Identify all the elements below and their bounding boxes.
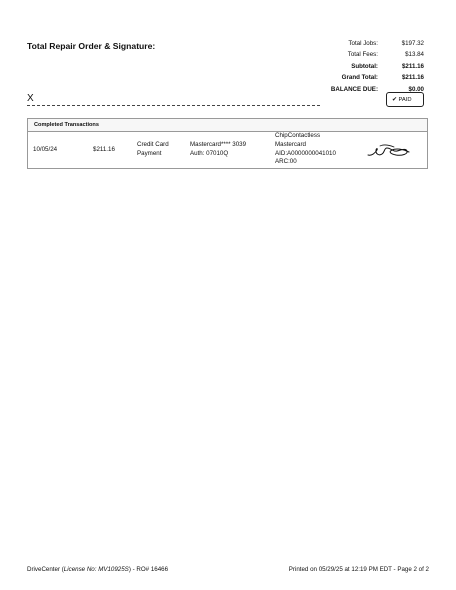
txn-date: 10/05/24 [33, 146, 58, 153]
transactions-heading: Completed Transactions [28, 119, 427, 132]
txn-amount: $211.16 [93, 146, 115, 153]
grand-total-value: $211.16 [401, 74, 424, 82]
txn-card-brand: Mastercard [275, 140, 306, 148]
totals-summary [318, 38, 424, 95]
signature-line [27, 105, 320, 106]
signature-x-mark: X [27, 93, 34, 104]
footer-suffix: ) - RO# 16466 [128, 566, 169, 573]
txn-entry-mode: ChipContactless [275, 132, 321, 139]
txn-card [190, 141, 246, 159]
txn-arc: ARC:00 [275, 158, 297, 166]
footer-company-info [27, 566, 168, 573]
paid-label: PAID [398, 96, 412, 103]
footer-print-info: Printed on 05/29/25 at 12:19 PM EDT - Page 2 of 2 [288, 566, 429, 573]
txn-method-line: Credit Card [137, 141, 169, 148]
balance-due-value: $0.00 [408, 85, 424, 93]
txn-aid: AID:A0000000041010 [275, 149, 336, 157]
total-fees-value: $13.84 [405, 51, 424, 59]
footer-prefix: DriveCenter ( [27, 566, 64, 573]
txn-card-number: Mastercard**** 3039 [190, 141, 247, 148]
footer-license: License No: MV10925S [63, 566, 129, 573]
txn-method-line: Payment [137, 149, 162, 157]
txn-auth-code: Auth: 07010Q [190, 149, 229, 157]
checkmark-icon: ✔ [392, 96, 397, 103]
subtotal-label: Subtotal: [351, 62, 378, 70]
page-title: Total Repair Order & Signature: [27, 41, 156, 51]
grand-total-label: Grand Total: [341, 74, 378, 82]
txn-method [137, 141, 169, 159]
total-jobs-label: Total Jobs: [348, 40, 378, 47]
total-jobs-value: $197.32 [401, 40, 424, 47]
txn-details [275, 132, 336, 167]
total-jobs-row [318, 38, 424, 49]
subtotal-value: $211.16 [401, 62, 424, 70]
customer-signature [366, 140, 414, 160]
total-fees-label: Total Fees: [347, 51, 378, 59]
subtotal-row [318, 61, 424, 72]
total-fees-row [318, 49, 424, 60]
grand-total-row [318, 72, 424, 83]
balance-due-label: BALANCE DUE: [330, 85, 378, 93]
paid-badge [386, 92, 424, 107]
